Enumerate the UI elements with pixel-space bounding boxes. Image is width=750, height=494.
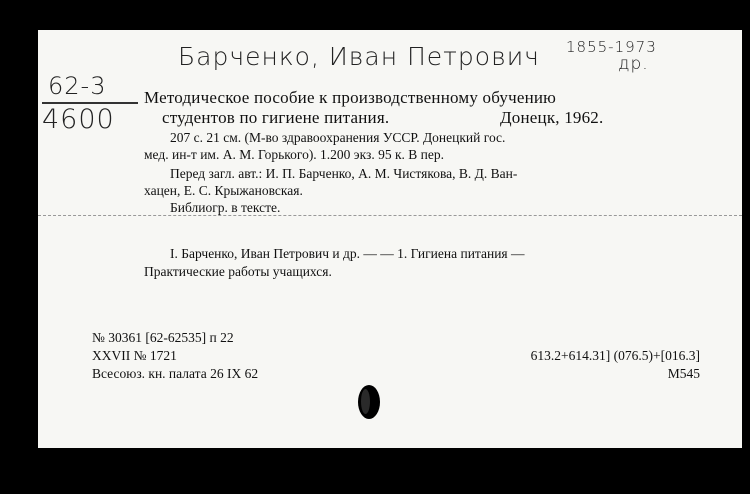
author-handwritten: Барченко, Иван Петрович	[178, 42, 540, 71]
catalog-card	[38, 30, 742, 448]
punch-hole	[358, 385, 380, 419]
years-handwritten: 1855-1973	[566, 38, 657, 56]
divider-line	[38, 215, 742, 216]
shelfmark-bottom: 4600	[42, 104, 115, 135]
footer-left-3: Всесоюз. кн. палата 26 IX 62	[92, 366, 259, 381]
subjects-line-2: Практические работы учащихся.	[144, 264, 332, 279]
details-line-3: Перед загл. авт.: И. П. Барченко, А. М. Чистякова, В. Д. Ван-	[170, 166, 518, 181]
footer-right-2: М545	[667, 366, 700, 381]
details-line-5: Библиогр. в тексте.	[170, 200, 281, 215]
details-line-1: 207 с. 21 см. (М-во здравоохранения УССР. Донецкий гос.	[170, 130, 506, 145]
title-line-2: студентов по гигиене питания.	[162, 108, 390, 127]
details-line-2: мед. ин-т им. А. М. Горького). 1.200 экз. 95 к. В пер.	[144, 147, 444, 162]
et-al-handwritten: др.	[618, 54, 649, 74]
footer-left-2: XXVII № 1721	[92, 348, 177, 363]
details-line-4: хацен, Е. С. Крыжановская.	[144, 183, 303, 198]
footer-left-1: № 30361 [62-62535] п 22	[92, 330, 234, 345]
title-line-1: Методическое пособие к производственному обучению	[144, 88, 557, 107]
title-place-year: Донецк, 1962.	[500, 108, 604, 127]
subjects-line-1: I. Барченко, Иван Петрович и др. — — 1. Гигиена питания —	[170, 246, 525, 261]
footer-right-1: 613.2+614.31] (076.5)+[016.3]	[530, 348, 700, 363]
shelfmark-top: 62-3	[48, 72, 107, 100]
